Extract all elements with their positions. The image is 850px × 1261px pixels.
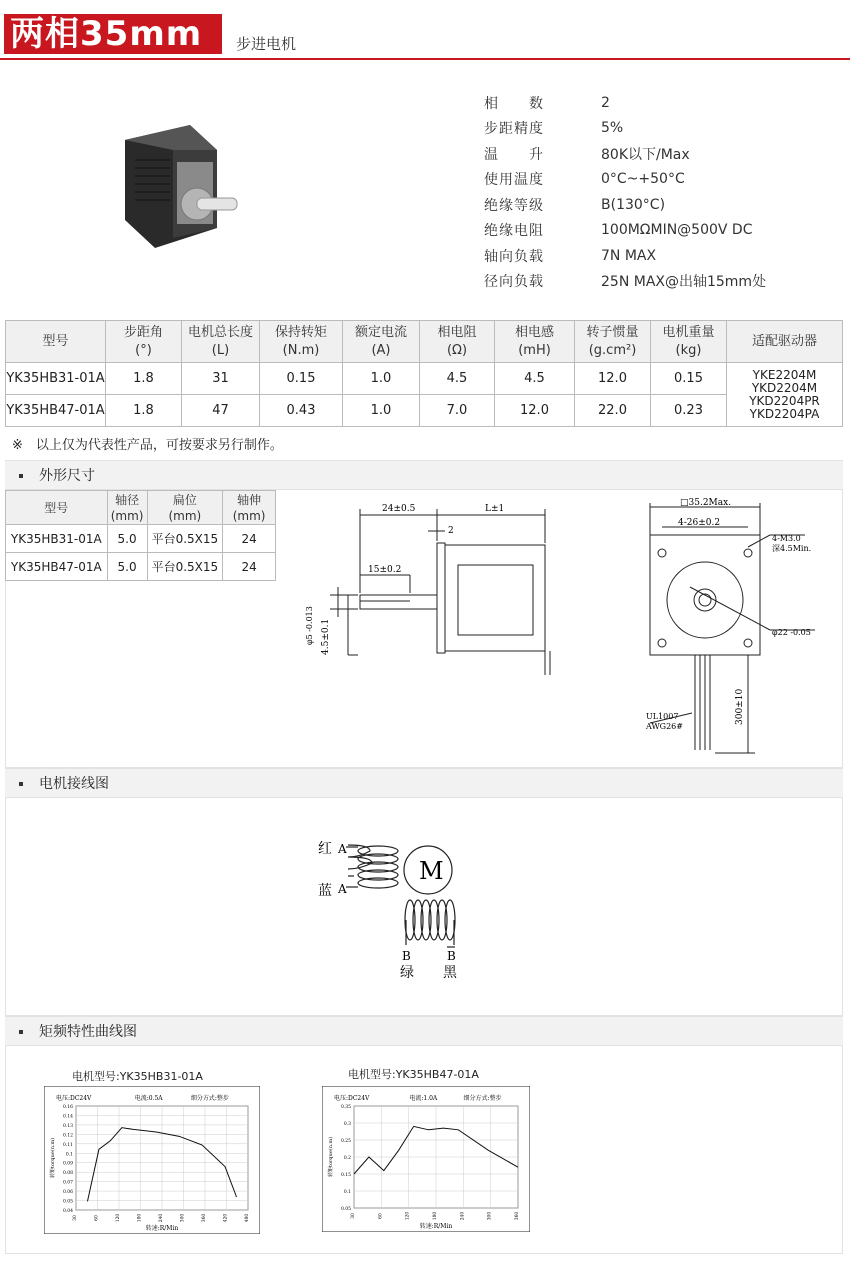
y-tick-label: 0.35 (340, 1105, 351, 1110)
dim-label: UL1007 (646, 712, 679, 721)
driver-name: YKD2204PR (749, 393, 820, 408)
chart-info: 细分方式:整步 (190, 1095, 229, 1102)
bullet-icon (19, 1030, 23, 1034)
spec-key: 步距精度 (484, 121, 544, 138)
table-cell: 24 (223, 525, 276, 553)
column-header: 型号 (6, 491, 108, 525)
dimension-table (5, 490, 276, 581)
wire-color-red: 红 (318, 841, 332, 857)
column-header: 相电感 (mH) (495, 321, 575, 363)
chart-info: 电流:1.0A (409, 1095, 438, 1102)
section-title: 矩频特性曲线图 (39, 1024, 137, 1040)
table-cell: 47 (182, 395, 260, 427)
x-tick-label: 30 (73, 1215, 78, 1221)
x-tick-label: 30 (351, 1213, 356, 1219)
table-cell: 4.5 (495, 363, 575, 395)
spec-key: 绝缘电阻 (484, 223, 544, 240)
x-tick-label: 360 (202, 1213, 207, 1223)
front-view-drawing (630, 495, 840, 765)
column-header: 适配驱动器 (727, 321, 843, 363)
y-tick-label: 0.12 (62, 1133, 73, 1139)
y-tick-label: 0.1 (343, 1190, 351, 1195)
x-tick-label: 240 (460, 1211, 466, 1221)
spec-key: 相 数 (484, 95, 544, 112)
spec-row (484, 243, 766, 269)
torque-chart-1 (44, 1086, 260, 1234)
dim-label: 24±0.5 (382, 504, 416, 514)
y-tick-label: 0.11 (62, 1142, 73, 1148)
table-cell: 1.0 (343, 363, 420, 395)
column-header: 轴径 (mm) (107, 491, 147, 525)
section-header-curves (5, 1016, 843, 1046)
bullet-icon (19, 474, 23, 478)
x-tick-label: 180 (137, 1213, 143, 1223)
x-axis-label: 转速:R/Min (145, 1225, 179, 1232)
y-tick-label: 0.06 (62, 1190, 73, 1196)
dim-label: 2 (448, 526, 454, 536)
dim-label: 300±10 (735, 688, 745, 725)
x-tick-label: 300 (487, 1211, 493, 1221)
spec-key: 使用温度 (484, 172, 544, 189)
footnote: ※ 以上仅为代表性产品，可按要求另行制作。 (12, 438, 283, 453)
spec-value: 0°C~+50°C (601, 171, 685, 188)
motor-photo (95, 120, 240, 250)
driver-cell (727, 363, 843, 427)
section-header-wiring (5, 768, 843, 798)
table-cell: 平台0.5X15 (147, 553, 223, 581)
x-tick-label: 60 (378, 1213, 384, 1219)
spec-value: 100MΩMIN@500V DC (601, 222, 753, 239)
y-tick-label: 0.09 (62, 1161, 73, 1167)
y-tick-label: 0.25 (340, 1139, 351, 1144)
x-axis-label: 转速:R/Min (419, 1223, 453, 1230)
x-tick-label: 240 (159, 1213, 164, 1223)
table-row (6, 525, 276, 553)
wire-label-a: A (338, 842, 347, 856)
dim-label: 4-26±0.2 (678, 518, 721, 528)
table-cell: 1.0 (343, 395, 420, 427)
y-tick-label: 0.1 (65, 1152, 73, 1158)
chart-info: 电压:DC24V (56, 1095, 92, 1102)
page-subtitle: 步进电机 (236, 35, 297, 53)
y-tick-label: 0.14 (62, 1114, 73, 1120)
spec-value: 2 (601, 94, 610, 111)
table-cell: YK35HB47-01A (6, 553, 108, 581)
table-row (6, 395, 843, 427)
spec-value: B(130°C) (601, 196, 666, 213)
wire-color-green: 绿 (400, 965, 414, 981)
column-header: 轴伸 (mm) (223, 491, 276, 525)
section-title: 电机接线图 (39, 776, 109, 792)
driver-name: YKD2204M (751, 380, 818, 395)
table-cell: YK35HB31-01A (6, 525, 108, 553)
x-tick-label: 120 (405, 1211, 411, 1221)
y-tick-label: 0.16 (62, 1105, 73, 1110)
page-header (0, 0, 850, 64)
torque-chart-2 (322, 1086, 530, 1232)
dim-label: φ22 -0.05 (772, 628, 811, 637)
header-divider (0, 58, 850, 60)
spec-row (484, 269, 766, 295)
curve-title: 电机型号:YK35HB47-01A (348, 1068, 479, 1081)
table-cell: 1.8 (106, 395, 182, 427)
dim-label: 深4.5Min. (772, 544, 812, 553)
table-cell: 24 (223, 553, 276, 581)
y-axis-label: 转矩torque(n.m) (328, 1136, 334, 1177)
spec-value: 5% (601, 120, 624, 137)
table-cell: 22.0 (575, 395, 651, 427)
table-cell: 0.15 (651, 363, 727, 395)
table-cell: 平台0.5X15 (147, 525, 223, 553)
table-cell: 0.43 (260, 395, 343, 427)
column-header: 额定电流 (A) (343, 321, 420, 363)
spec-key: 径向负载 (484, 274, 544, 291)
spec-value: 7N MAX (601, 247, 657, 264)
curve-title: 电机型号:YK35HB31-01A (72, 1070, 203, 1083)
column-header: 电机总长度 (L) (182, 321, 260, 363)
wiring-diagram (300, 825, 520, 995)
table-cell: 12.0 (575, 363, 651, 395)
motor-symbol: M (419, 857, 444, 885)
y-tick-label: 0.3 (343, 1122, 351, 1127)
spec-row (484, 192, 766, 218)
brand-title: 两相35mm (4, 14, 222, 54)
bullet-icon (19, 782, 23, 786)
table-cell: 7.0 (420, 395, 495, 427)
y-tick-label: 0.04 (62, 1209, 73, 1214)
wire-color-black: 黑 (443, 965, 457, 981)
table-cell: YK35HB31-01A (6, 363, 106, 395)
y-tick-label: 0.15 (340, 1173, 351, 1178)
column-header: 扁位 (mm) (147, 491, 223, 525)
dim-label: 4-M3.0 (772, 534, 801, 543)
x-tick-label: 120 (116, 1213, 121, 1223)
driver-name: YKD2204PA (749, 406, 820, 421)
section-title: 外形尺寸 (39, 468, 95, 484)
driver-name: YKE2204M (752, 367, 817, 382)
dim-label: 15±0.2 (368, 565, 402, 575)
spec-list (484, 90, 766, 294)
chart-info: 电流:0.5A (134, 1095, 163, 1102)
table-cell: 31 (182, 363, 260, 395)
spec-key: 温 升 (484, 146, 544, 163)
side-view-drawing (300, 495, 590, 695)
y-tick-label: 0.05 (340, 1207, 351, 1212)
spec-key: 绝缘等级 (484, 197, 544, 214)
wire-label-b-bar: B (447, 949, 456, 963)
table-cell: 0.23 (651, 395, 727, 427)
table-cell: 5.0 (107, 525, 147, 553)
spec-key: 轴向负载 (484, 248, 544, 265)
y-tick-label: 0.2 (343, 1156, 351, 1161)
column-header: 相电阻 (Ω) (420, 321, 495, 363)
y-tick-label: 0.07 (62, 1180, 73, 1186)
column-header: 保持转矩 (N.m) (260, 321, 343, 363)
x-tick-label: 420 (223, 1213, 229, 1223)
dim-label: □35.2Max. (680, 498, 732, 508)
wire-label-b: B (402, 949, 411, 963)
chart-info: 电压:DC24V (334, 1095, 370, 1102)
spec-row (484, 116, 766, 142)
spec-value: 80K以下/Max (601, 146, 690, 163)
x-tick-label: 360 (515, 1211, 520, 1221)
section-header-dimensions (5, 460, 843, 490)
dim-label: L±1 (485, 504, 505, 514)
dim-label: 4.5±0.1 (321, 618, 331, 655)
x-tick-label: 480 (245, 1213, 250, 1223)
table-cell: 12.0 (495, 395, 575, 427)
spec-row (484, 141, 766, 167)
y-tick-label: 0.13 (62, 1123, 73, 1129)
table-row (6, 553, 276, 581)
column-header: 步距角 (°) (106, 321, 182, 363)
spec-row (484, 218, 766, 244)
spec-row (484, 90, 766, 116)
x-tick-label: 300 (180, 1213, 186, 1223)
table-cell: 4.5 (420, 363, 495, 395)
y-axis-label: 转矩torque(n.m) (50, 1137, 56, 1178)
wire-label-a-bar: A (338, 882, 347, 896)
table-row (6, 363, 843, 395)
column-header: 转子惯量 (g.cm²) (575, 321, 651, 363)
x-tick-label: 180 (433, 1211, 438, 1221)
table-cell: 5.0 (107, 553, 147, 581)
table-cell: 0.15 (260, 363, 343, 395)
y-tick-label: 0.05 (62, 1199, 73, 1205)
table-cell: YK35HB47-01A (6, 395, 106, 427)
dim-label: AWG26# (646, 722, 683, 731)
spec-row (484, 167, 766, 193)
column-header: 电机重量 (kg) (651, 321, 727, 363)
y-tick-label: 0.08 (62, 1171, 73, 1177)
dim-label: φ5 -0.013 (305, 606, 314, 645)
column-header: 型号 (6, 321, 106, 363)
x-tick-label: 60 (94, 1215, 100, 1221)
chart-frame (322, 1086, 530, 1232)
table-cell: 1.8 (106, 363, 182, 395)
chart-info: 细分方式:整步 (463, 1095, 502, 1102)
spec-value: 25N MAX@出轴15mm处 (601, 274, 767, 291)
wire-color-blue: 蓝 (318, 883, 332, 899)
model-table (5, 320, 843, 427)
